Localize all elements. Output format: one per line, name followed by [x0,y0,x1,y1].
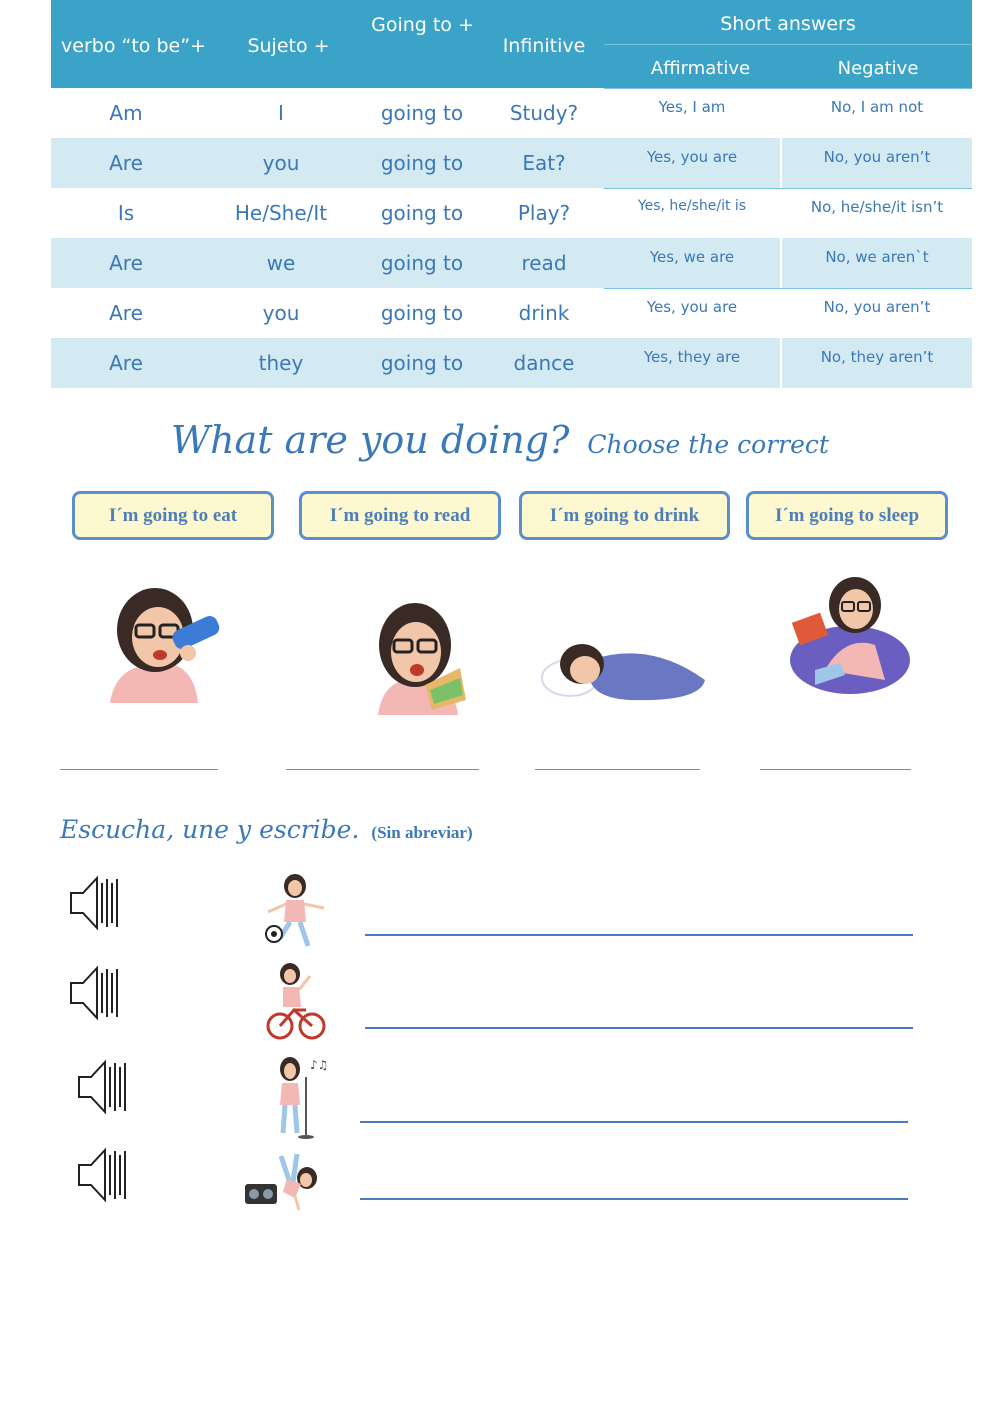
cell-subject: you [262,301,300,325]
cell-infinitive: drink [518,301,570,325]
cell-going: going to [380,301,464,325]
cell-affirmative: Yes, you are [646,148,738,166]
avatar-reading [785,575,915,695]
cell-going: going to [380,251,464,275]
cell-subject: I [278,101,284,125]
cell-negative: No, I am not [830,98,924,116]
option-read[interactable]: I´m going to read [299,491,501,540]
option-eat[interactable]: I´m going to eat [72,491,274,540]
table-row [51,188,972,238]
speaker-icon[interactable] [73,1057,133,1117]
answer-blank-3[interactable] [535,769,700,770]
table-row [51,88,972,138]
option-sleep[interactable]: I´m going to sleep [746,491,948,540]
avatar-drinking [100,585,230,705]
answer-line-3[interactable] [360,1121,908,1123]
cell-affirmative: Yes, we are [649,248,735,266]
table-row [51,338,972,388]
speaker-icon[interactable] [65,963,125,1023]
cell-negative: No, he/she/it isn’t [810,198,944,216]
answer-line-2[interactable] [365,1027,913,1029]
table-header [51,0,972,88]
cell-infinitive: read [521,251,567,275]
header-short-answers: Short answers [720,13,856,35]
cell-negative: No, you aren’t [823,298,931,316]
cell-infinitive: Study? [509,101,579,125]
header-affirmative: Affirmative [650,57,751,79]
listening-note: (Sin abreviar) [371,823,473,842]
avatar-singing [268,1055,329,1140]
cell-verb: Are [109,301,143,325]
speaker-icon[interactable] [73,1145,133,1205]
cell-infinitive: Play? [517,201,571,225]
answer-blank-1[interactable] [60,769,218,770]
cell-verb: Are [109,251,143,275]
cell-affirmative: Yes, I am [658,98,726,116]
avatar-football [258,872,333,952]
answer-line-1[interactable] [365,934,913,936]
table-row [51,238,972,288]
avatar-dancing [243,1148,325,1218]
avatar-sleeping [540,630,710,710]
cell-infinitive: Eat? [522,151,566,175]
cell-going: going to [380,151,464,175]
cell-negative: No, they aren’t [820,348,934,366]
cell-affirmative: Yes, you are [646,298,738,316]
table-row [51,288,972,338]
answer-blank-4[interactable] [760,769,911,770]
listening-title [60,815,473,844]
avatar-cycling [266,962,328,1042]
cell-verb: Are [109,151,143,175]
header-verb: verbo “to be”+ [61,35,206,57]
activity-heading: What are you doing? [171,418,570,462]
listening-heading: Escucha, une y escribe. [60,815,360,844]
avatar-eating [370,600,470,715]
cell-going: going to [380,101,464,125]
header-infinitive: Infinitive [502,35,586,57]
svg-text:♪♫: ♪♫ [310,1058,329,1072]
cell-infinitive: dance [513,351,575,375]
cell-affirmative: Yes, he/she/it is [637,198,747,214]
cell-subject: we [266,251,296,275]
cell-subject: you [262,151,300,175]
cell-negative: No, we aren`t [825,248,929,266]
cell-verb: Am [109,101,143,125]
answer-blank-2[interactable] [286,769,479,770]
cell-subject: He/She/It [234,201,328,225]
cell-affirmative: Yes, they are [643,348,741,366]
header-subject: Sujeto + [247,35,330,57]
header-negative: Negative [837,57,919,79]
grammar-table [51,0,972,375]
cell-verb: Are [109,351,143,375]
activity-instruction: Choose the correct [587,430,829,459]
speaker-icon[interactable] [65,873,125,933]
option-drink[interactable]: I´m going to drink [519,491,730,540]
short-answers-header [604,0,972,88]
answer-line-4[interactable] [360,1198,908,1200]
cell-verb: Is [117,201,135,225]
cell-going: going to [380,201,464,225]
header-going-to: Going to + [371,14,474,36]
cell-subject: they [258,351,304,375]
table-row [51,138,972,188]
cell-negative: No, you aren’t [823,148,931,166]
cell-going: going to [380,351,464,375]
activity-title [0,418,1000,462]
